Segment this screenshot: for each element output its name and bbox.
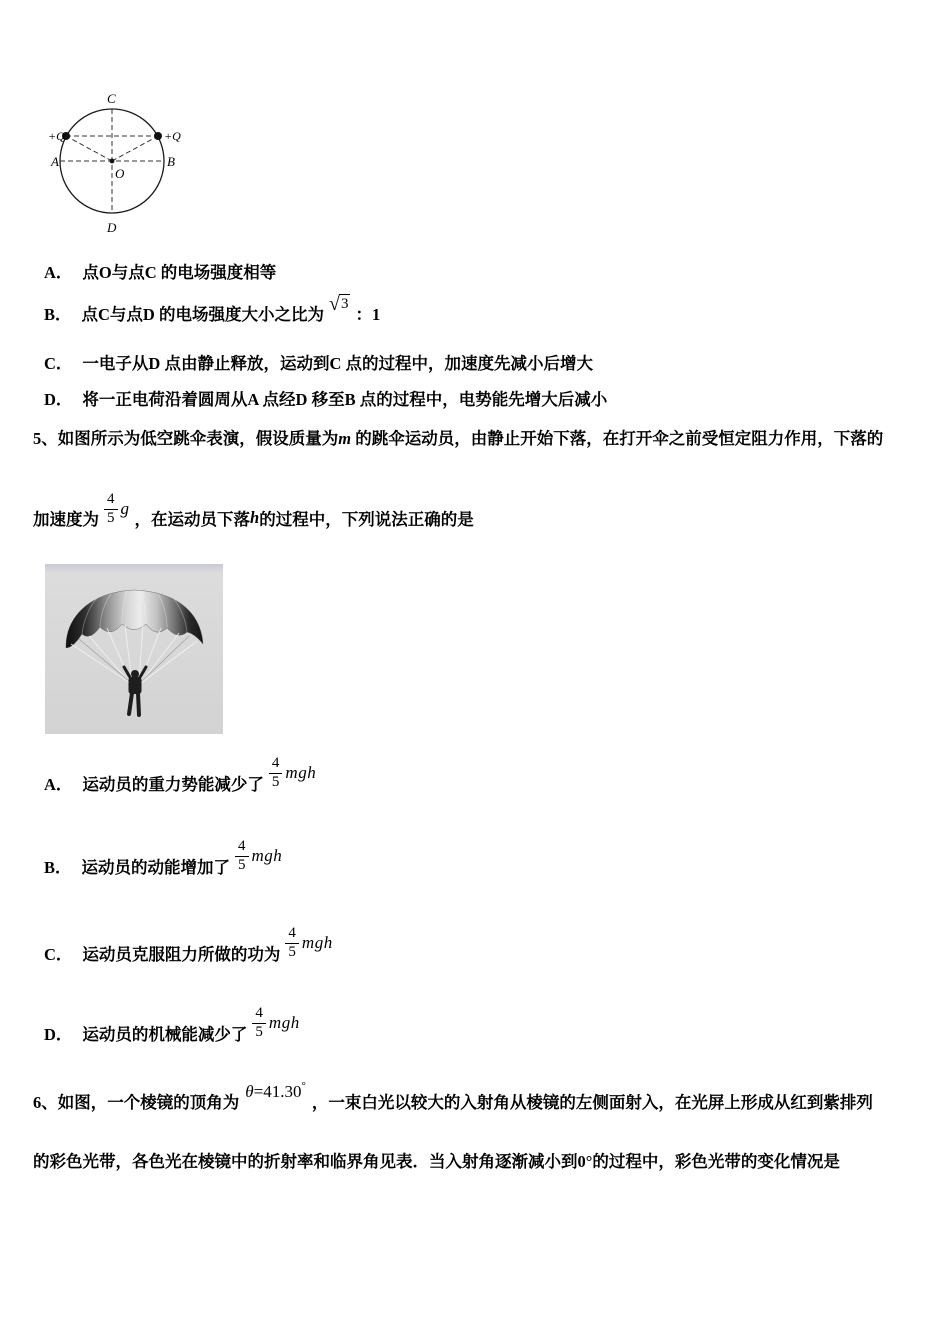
label-D: D <box>107 220 117 235</box>
q4-option-a-label: A． <box>44 263 73 282</box>
label-A: A <box>51 154 59 169</box>
q5-mass-var: m <box>338 429 352 448</box>
mgh-var: mgh <box>285 763 317 782</box>
q6-stem-post: ，一束白光以较大的入射角从棱镜的左侧面射入，在光屏上形成从红到紫排列 <box>311 1093 873 1112</box>
q5-option-a-text: 运动员的重力势能减少了 <box>82 775 264 794</box>
q5-option-d-label: D． <box>44 1025 73 1044</box>
label-C: C <box>107 91 116 106</box>
q5-option-c <box>44 927 338 979</box>
q5-stem-seg1: 5、如图所示为低空跳伞表演，假设质量为 <box>33 429 339 448</box>
q5-option-a-label: A． <box>44 775 73 794</box>
q4-option-c <box>44 352 593 376</box>
q5-option-c-formula <box>285 925 332 961</box>
q4-option-a-text: 点O与点C 的电场强度相等 <box>82 263 277 282</box>
q6-stem-pre: 6、如图，一个棱镜的顶角为 <box>33 1093 240 1112</box>
q5-height-var: h <box>250 508 260 527</box>
q4-option-c-text: 一电子从D 点由静止释放，运动到C 点的过程中，加速度先减小后增大 <box>82 354 594 373</box>
q6-stem-line2-text: 的彩色光带，各色光在棱镜中的折射率和临界角见表．当入射角逐渐减小到0°的过程中，彩色光带的变化情况是 <box>33 1152 840 1171</box>
parachutist-photo <box>45 564 223 734</box>
fraction-4-5 <box>252 1005 266 1041</box>
label-O: O <box>115 166 125 181</box>
fraction-4-5 <box>235 838 249 874</box>
center-dot <box>110 159 115 164</box>
theta-formula <box>245 1082 306 1102</box>
fraction-4-5 <box>285 925 299 961</box>
fraction-denominator: 5 <box>104 509 118 527</box>
q5-option-a <box>44 757 321 809</box>
fraction-denominator: 5 <box>252 1023 266 1041</box>
q5-stem-line2 <box>33 491 474 542</box>
mgh-var: mgh <box>301 933 333 952</box>
mgh-var: mgh <box>251 846 283 865</box>
theta-var: θ <box>245 1082 254 1101</box>
label-charge-right: +Q <box>164 129 181 143</box>
charge-dot-right <box>154 132 162 140</box>
fraction-numerator: 4 <box>107 491 115 508</box>
q5-stem-seg2: 的跳伞运动员，由静止开始下落，在打开伞之前受恒定阻力作用，下落的 <box>351 429 884 448</box>
diagram-line-o-leftcharge <box>66 136 112 161</box>
circle-diagram <box>48 88 188 240</box>
radical-sign: √ <box>328 293 340 315</box>
mgh-var: mgh <box>268 1013 300 1032</box>
q5-option-b-text: 运动员的动能增加了 <box>81 858 231 877</box>
sqrt3-formula <box>329 294 350 314</box>
fraction-4-5 <box>104 491 118 527</box>
photo-background <box>45 564 223 734</box>
diagram-line-o-rightcharge <box>112 136 158 161</box>
q5-stem-seg3: ，在运动员下落 <box>134 510 250 529</box>
q4-option-d-text: 将一正电荷沿着圆周从A 点经D 移至B 点的过程中，电势能先增大后减小 <box>82 390 608 409</box>
q5-option-d-text: 运动员的机械能减少了 <box>82 1025 248 1044</box>
q5-stem-seg4: 的过程中，下列说法正确的是 <box>259 510 474 529</box>
q5-option-c-text: 运动员克服阻力所做的功为 <box>82 945 281 964</box>
q4-option-d <box>44 388 607 412</box>
q4-option-b <box>44 293 380 333</box>
q6-stem-line2 <box>33 1150 840 1174</box>
q4-option-d-label: D． <box>44 390 73 409</box>
q4-option-a <box>44 261 276 285</box>
q5-stem-accel-text: 加速度为 <box>33 510 99 529</box>
q5-option-d-formula <box>252 1005 299 1041</box>
q5-option-d <box>44 1007 305 1059</box>
fraction-numerator: 4 <box>288 925 296 942</box>
q4-option-b-text: 点C与点D 的电场强度大小之比为 <box>81 305 324 324</box>
q5-option-b <box>44 840 287 892</box>
q6-stem-line1 <box>33 1080 873 1122</box>
q5-option-a-formula <box>269 755 316 791</box>
theta-value: =41.30 <box>253 1082 302 1101</box>
fraction-numerator: 4 <box>238 838 246 855</box>
q4-option-b-ratio: ：1 <box>355 305 381 324</box>
q5-stem-line1 <box>33 427 883 451</box>
fraction-denominator: 5 <box>269 773 283 791</box>
gravity-var: g <box>120 499 130 518</box>
q5-option-b-formula <box>235 838 282 874</box>
label-B: B <box>167 154 175 169</box>
q5-option-c-label: C． <box>44 945 73 964</box>
fraction-denominator: 5 <box>285 943 299 961</box>
fraction-numerator: 4 <box>255 1005 263 1022</box>
q4-option-b-label: B． <box>44 305 72 324</box>
fraction-4-5 <box>269 755 283 791</box>
fraction-denominator: 5 <box>235 856 249 874</box>
fraction-numerator: 4 <box>271 755 280 772</box>
accel-fraction-formula <box>104 491 130 527</box>
label-charge-left: +Q <box>48 129 65 143</box>
q5-option-b-label: B． <box>44 858 72 877</box>
radicand: 3 <box>340 296 349 312</box>
q4-option-c-label: C． <box>44 354 73 373</box>
degree-sign: ° <box>301 1080 306 1092</box>
